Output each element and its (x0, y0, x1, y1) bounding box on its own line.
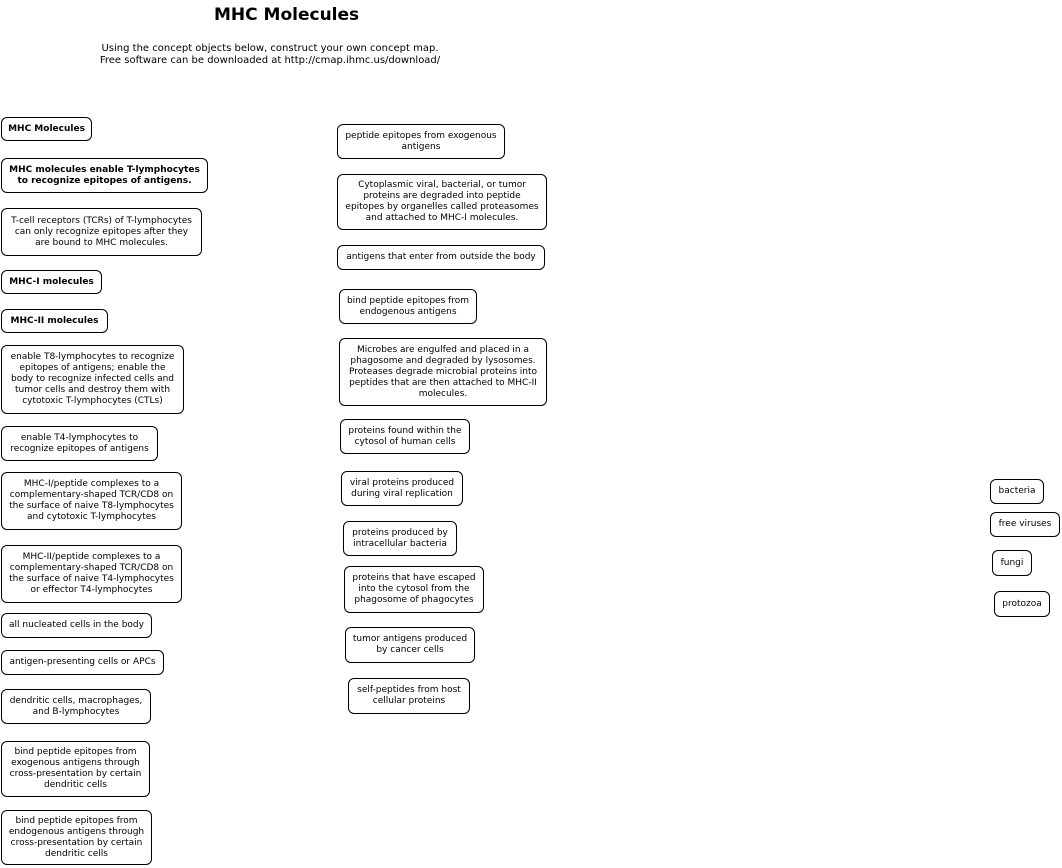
concept-node[interactable]: antigen-presenting cells or APCs (1, 650, 164, 675)
instructions-line-2: Free software can be downloaded at http://cmap.ihmc.us/download/ (99, 55, 441, 66)
concept-node[interactable]: tumor antigens produced by cancer cells (345, 627, 475, 663)
concept-node[interactable]: Cytoplasmic viral, bacterial, or tumor proteins are degraded into peptide epitopes by organelles called proteasomes and attached to MHC-I molecules. (337, 174, 547, 230)
instructions-line-1: Using the concept objects below, construct your own concept map. (101, 43, 439, 54)
concept-node[interactable]: Microbes are engulfed and placed in a phagosome and degraded by lysosomes. Proteases degrade microbial proteins into peptides that are then attached to MHC-II molecules. (339, 338, 547, 406)
concept-node[interactable]: bind peptide epitopes from endogenous antigens through cross-presentation by certain dendritic cells (1, 810, 152, 865)
instructions (90, 43, 450, 67)
concept-node[interactable]: dendritic cells, macrophages, and B-lymphocytes (1, 689, 151, 724)
concept-node[interactable]: protozoa (994, 591, 1050, 617)
concept-node[interactable]: MHC Molecules (1, 117, 92, 141)
concept-node[interactable]: free viruses (990, 512, 1060, 537)
concept-node[interactable]: fungi (992, 550, 1032, 576)
concept-node[interactable]: MHC-I molecules (1, 270, 102, 294)
concept-node[interactable]: viral proteins produced during viral replication (341, 471, 463, 506)
concept-node[interactable]: MHC-II/peptide complexes to a complementary-shaped TCR/CD8 on the surface of naive T4-lymphocytes or effector T4-lymphocytes (1, 545, 182, 603)
concept-node[interactable]: all nucleated cells in the body (1, 613, 152, 638)
concept-node[interactable]: bind peptide epitopes from exogenous antigens through cross-presentation by certain dendritic cells (1, 741, 150, 797)
concept-node[interactable]: proteins that have escaped into the cytosol from the phagosome of phagocytes (344, 566, 484, 613)
concept-node[interactable]: peptide epitopes from exogenous antigens (337, 124, 505, 159)
concept-node[interactable]: proteins found within the cytosol of human cells (340, 419, 470, 454)
concept-node[interactable]: T-cell receptors (TCRs) of T-lymphocytes can only recognize epitopes after they are bound to MHC molecules. (1, 208, 202, 256)
concept-node[interactable]: enable T4-lymphocytes to recognize epitopes of antigens (1, 426, 158, 461)
page-title: MHC Molecules (214, 5, 360, 25)
concept-node[interactable]: MHC molecules enable T-lymphocytes to recognize epitopes of antigens. (1, 158, 208, 193)
concept-node[interactable]: self-peptides from host cellular proteins (348, 678, 470, 714)
concept-node[interactable]: bind peptide epitopes from endogenous antigens (339, 289, 477, 324)
concept-node[interactable]: MHC-II molecules (1, 309, 108, 333)
concept-node[interactable]: antigens that enter from outside the body (337, 245, 545, 270)
concept-node[interactable]: bacteria (990, 479, 1044, 504)
concept-node[interactable]: MHC-I/peptide complexes to a complementary-shaped TCR/CD8 on the surface of naive T8-lymphocytes and cytotoxic T-lymphocytes (1, 472, 182, 530)
concept-node[interactable]: proteins produced by intracellular bacteria (343, 521, 457, 556)
concept-node[interactable]: enable T8-lymphocytes to recognize epitopes of antigens; enable the body to recognize infected cells and tumor cells and destroy them with cytotoxic T-lymphocytes (CTLs) (1, 345, 184, 414)
